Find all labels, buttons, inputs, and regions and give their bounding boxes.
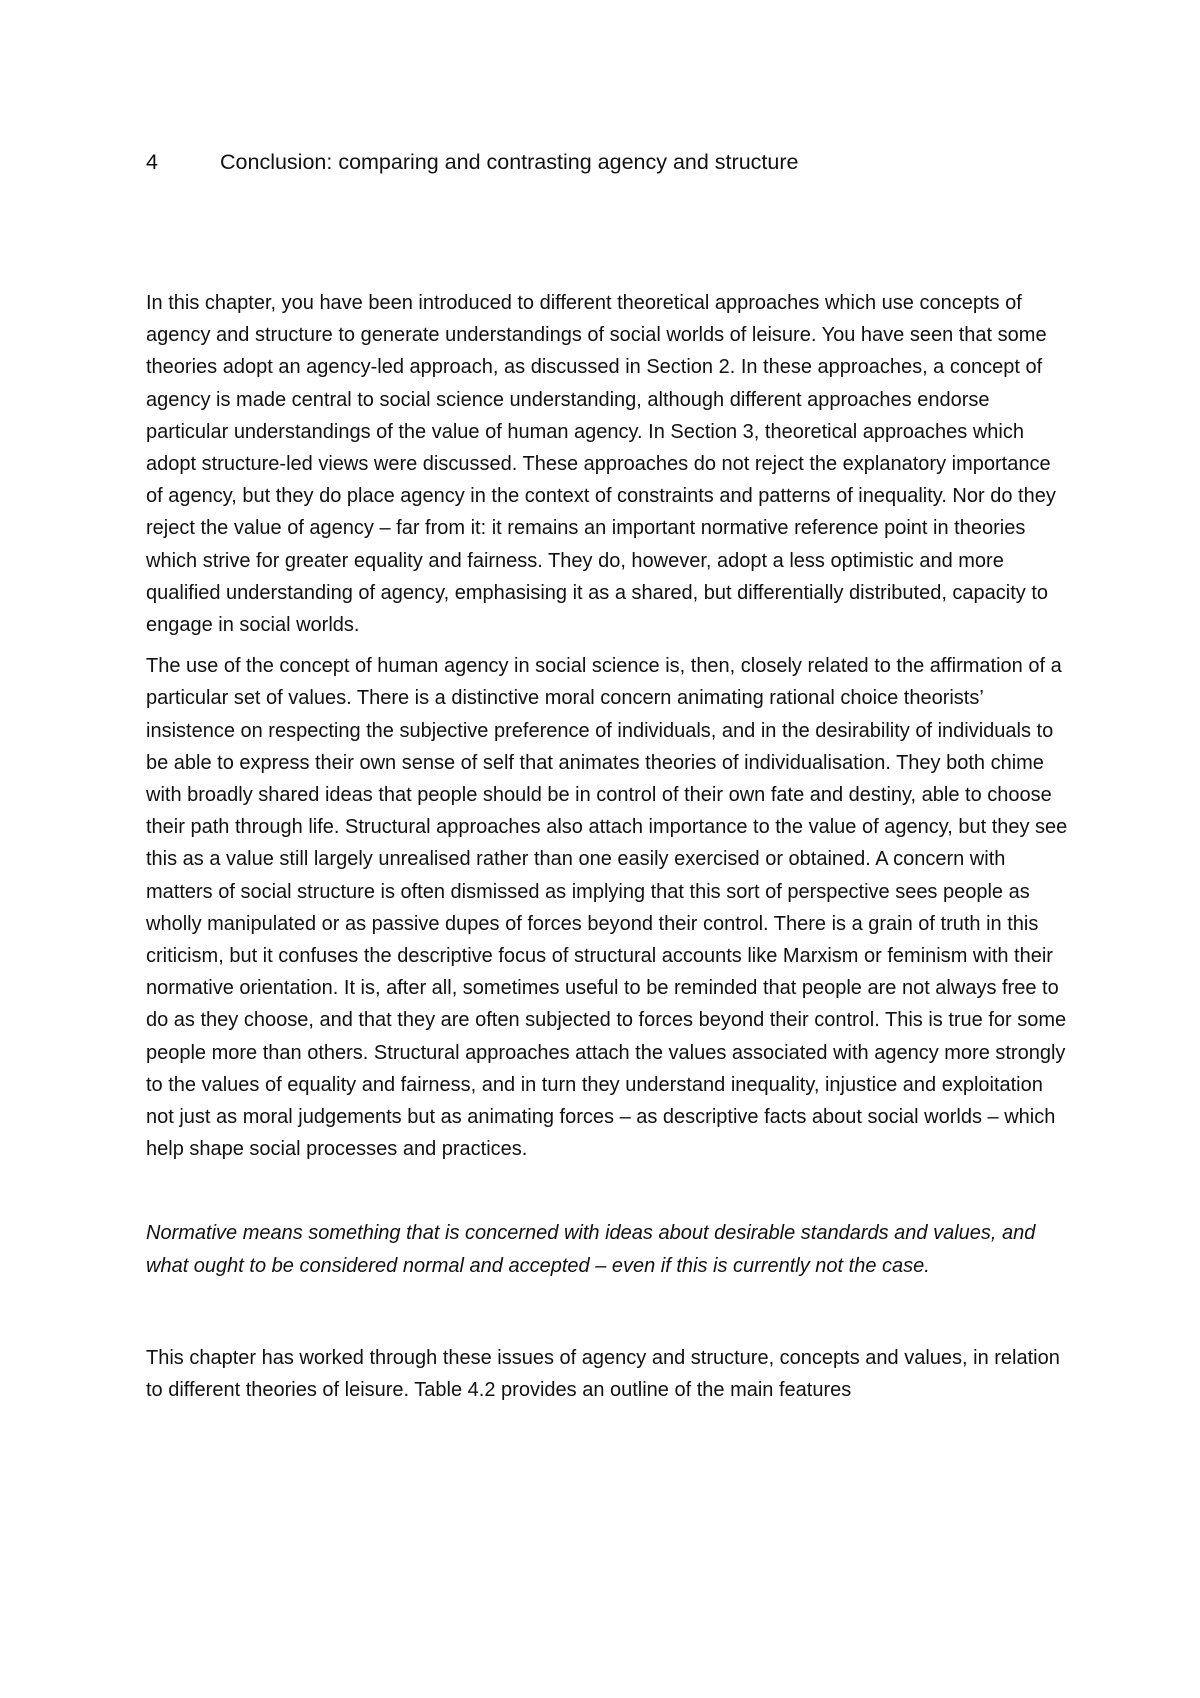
paragraph-1: In this chapter, you have been introduced to different theoretical approaches which use concepts of agency and structure to generate understandings of social worlds of leisure. You have seen that some theories adopt an agency-led approach, as discussed in Section 2. In these approaches, a concept of agency is made central to social science understanding, although different approaches endorse particular understandings of the value of human agency. In Section 3, theoretical approaches which adopt structure-led views were discussed. These approaches do not reject the explanatory importance of agency, but they do place agency in the context of constraints and patterns of inequality. Nor do they reject the value of agency – far from it: it remains an important normative reference point in theories which strive for greater equality and fairness. They do, however, adopt a less optimistic and more qualified understanding of agency, emphasising it as a shared, but differentially distributed, capacity to engage in social worlds.: [146, 292, 1056, 637]
section-number: 4: [146, 150, 158, 174]
definition-note: Normative means something that is concerned with ideas about desirable standards and values, and what ought to be considered normal and accepted – even if this is currently not the case.: [146, 1222, 1036, 1277]
section-title: Conclusion: comparing and contrasting agency and structure: [220, 150, 799, 174]
closing-paragraph: This chapter has worked through these issues of agency and structure, concepts and values, in relation to different theories of leisure. Table 4.2 provides an outline of the main features: [146, 1346, 1060, 1402]
section-heading: [146, 146, 1066, 178]
paragraph-2: The use of the concept of human agency in social science is, then, closely related to the affirmation of a particular set of values. There is a distinctive moral concern animating rational choice theorists’ insistence on respecting the subjective preference of individuals, and in the desirability of individuals to be able to express their own sense of self that animates theories of individualisation. They both chime with broadly shared ideas that people should be in control of their own fate and destiny, able to choose their path through life. Structural approaches also attach importance to the value of agency, but they see this as a value still largely unrealised rather than one easily exercised or obtained. A concern with matters of social structure is often dismissed as implying that this sort of perspective sees people as wholly manipulated or as passive dupes of forces beyond their control. There is a grain of truth in this criticism, but it confuses the descriptive focus of structural accounts like Marxism or feminism with their normative orientation. It is, after all, sometimes useful to be reminded that people are not always free to do as they choose, and that they are often subjected to forces beyond their control. This is true for some people more than others. Structural approaches attach the values associated with agency more strongly to the values of equality and fairness, and in turn they understand inequality, injustice and exploitation not just as moral judgements but as animating forces – as descriptive facts about social worlds – which help shape social processes and practices.: [146, 655, 1068, 1161]
body-text: [146, 287, 1072, 1406]
